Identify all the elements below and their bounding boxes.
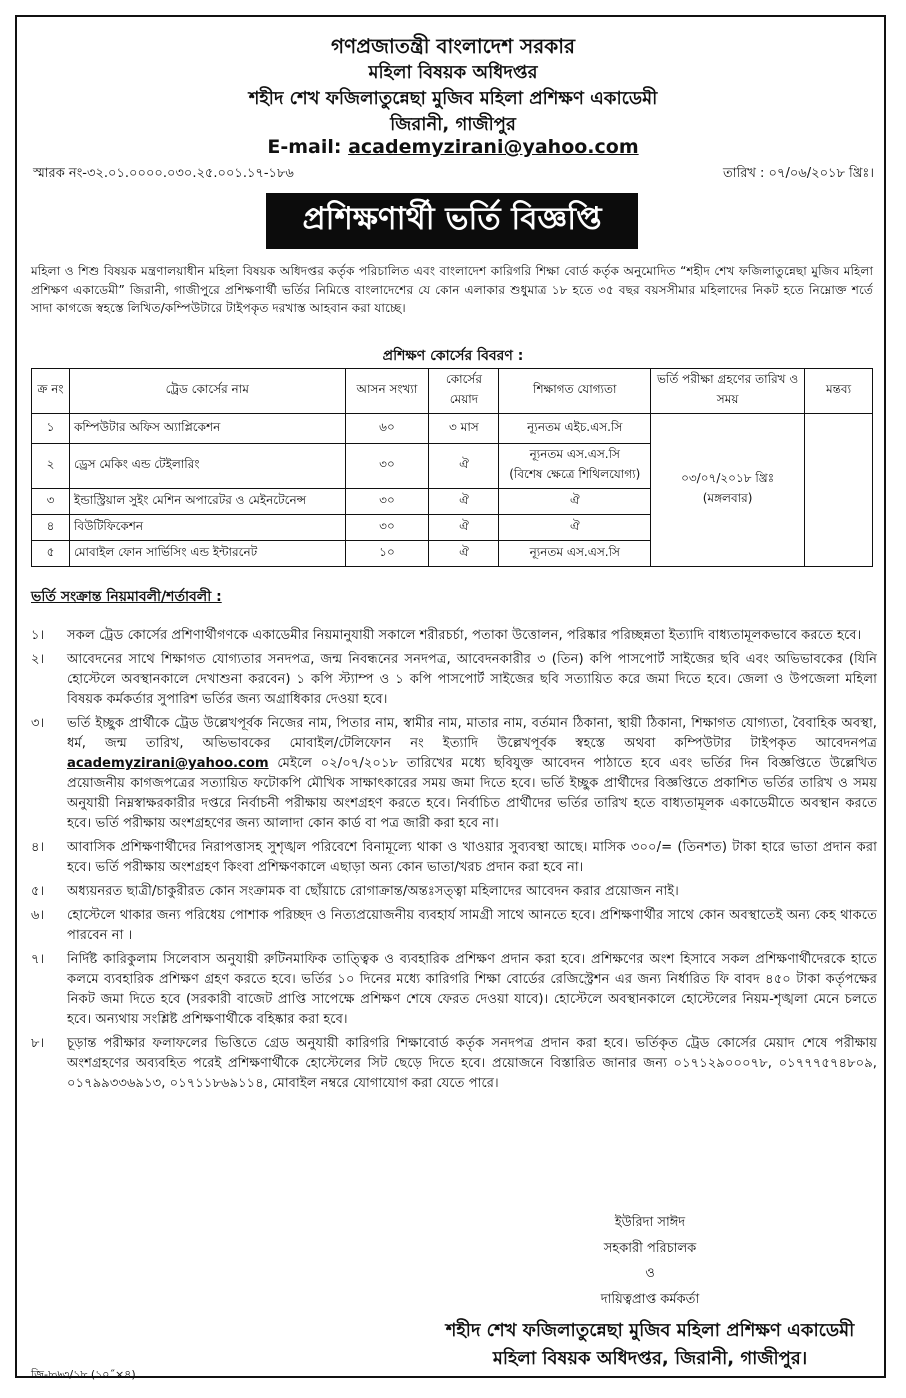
row-course-name: ড্রেস মেকিং এন্ড টেইলারিং [69,444,345,489]
location-heading: জিরানী, গাজীপুর [390,114,516,135]
signatory-title: সহকারী পরিচালক [603,1241,697,1256]
rule-text [67,714,877,834]
rule-number: ৭। [31,952,45,967]
govt-heading: গণপ্রজাতন্ত্রী বাংলাদেশ সরকার [331,34,575,58]
row-sl: ১ [32,414,70,444]
department-heading: মহিলা বিষয়ক অধিদপ্তর [368,62,538,83]
row-sl: ৫ [32,541,70,567]
rule-item [31,626,877,646]
rule-text: আবাসিক প্রশিক্ষণার্থীদের নিরাপত্তাসহ সুশৃঙ্খল পরিবেশে বিনামূল্যে থাকা ও খাওয়ার সুব্যবস্থা আছে। মাসিক ৩০০/= (তিনশত) টাকা হারে ভাতা প্রদান করা হবে। ভর্তি পরীক্ষায় অংশগ্রহণ কিংবা প্রশিক্ষণকালে এছাড়া অন্য কোন ভাতা/খরচ প্রদান করা হবে না। [67,840,877,875]
rules-list [31,626,877,1098]
rule-number: ৪। [31,840,45,855]
ad-code: জি-৮৬৩/১৮ (১০˝×৪) [31,1368,136,1381]
email-label: E-mail: [267,136,349,158]
rule-item [31,714,877,834]
rule-item [31,906,877,946]
row-duration: ঐ [429,541,499,567]
signatory-org-address: মহিলা বিষয়ক অধিদপ্তর, জিরানী, গাজীপুর। [492,1348,808,1369]
table-header-row [32,369,873,414]
remarks-cell [805,414,873,567]
email-line [0,136,906,158]
signatory-and: ও [645,1266,655,1281]
row-qualification: ন্যূনতম এইচ.এস.সি [499,414,651,444]
exam-date-cell [651,414,805,567]
row-qualification: ন্যূনতম এস.এস.সি [499,541,651,567]
row-seats: ৬০ [345,414,429,444]
row-seats: ৩০ [345,444,429,489]
intro-paragraph: মহিলা ও শিশু বিষয়ক মন্ত্রণালয়াধীন মহিলা বিষয়ক অধিদপ্তর কর্তৃক পরিচালিত এবং বাংলাদেশ কারিগরি শিক্ষা বোর্ড কর্তৃক অনুমোদিত “শহীদ শেখ ফজিলাতুন্নেছা মুজিব মহিলা প্রশিক্ষণ একাডেমী” জিরানী, গাজীপুরে প্রশিক্ষণার্থী ভর্তির নিমিত্তে বাংলাদেশের যে কোন এলাকার শুধুমাত্র ১৮ হতে ৩৫ বছর বয়সসীমার মহিলাদের নিকট হতে নিম্নোক্ত শর্তে সাদা কাগজে স্বহস্তে লিখিত/কম্পিউটারে টাইপকৃত দরখাস্ত আহবান করা যাচ্ছে। [31,264,873,315]
rule-number: ৩। [31,716,45,731]
rule-text: আবেদনের সাথে শিক্ষাগত যোগ্যতার সনদপত্র, জন্ম নিবন্ধনের সনদপত্র, আবেদনকারীর ৩ (তিন) কপি পাসপোর্ট সাইজের ছবি এবং অভিভাবকের (যিনি হোস্টেলে অবস্থানকালে দেখাশুনা করবেন) ১ কপি স্ট্যাম্প ও ১ কপি পাসপোর্ট সাইজের ছবি সত্যায়িত করে জমা দিতে হবে। জেলা ও উপজেলা মহিলা বিষয়ক কর্মকর্তার সুপারিশ ভর্তির জন্য অগ্রাধিকার দেওয়া হবে। [67,652,877,707]
col-header-qualification: শিক্ষাগত যোগ্যতা [499,369,651,414]
rule-number: ৬। [31,908,45,923]
col-header-duration: কোর্সের মেয়াদ [429,369,499,414]
rule-text-part: মেইলে ০২/০৭/২০১৮ তারিখের মধ্যে ছবিযুক্ত আবেদন পাঠাতে হবে এবং ভর্তির দিন বিজ্ঞপ্তিতে উল্লেখিত প্রয়োজনীয় কাগজপত্রের সত্যায়িত ফটোকপি মৌখিক সাক্ষাৎকারের সময় জমা দিতে হবে। ভর্তি ইচ্ছুক প্রার্থীদের বিজ্ঞপ্তিতে প্রকাশিত ভর্তির তারিখ ও সময় অনুযায়ী নিম্নস্বাক্ষরকারীর দপ্তরে নির্বাচনী পরীক্ষায় অংশগ্রহণ করতে হবে। নির্বাচিত প্রার্থীদের ভর্তির তারিখ হতে বাধ্যতামূলক একাডেমীতে অবস্থান করতে হবে। ভর্তি পরীক্ষায় অংশগ্রহণের জন্য আলাদা কোন কার্ড বা পত্র জারী করা হবে না। [67,756,877,831]
rule-item [31,1034,877,1094]
row-qualification: ঐ [499,515,651,541]
notice-date: তারিখ : ০৭/০৬/২০১৮ খ্রিঃ। [722,166,874,181]
row-course-name: মোবাইল ফোন সার্ভিসিং এন্ড ইন্টারনেট [69,541,345,567]
row-duration: ঐ [429,515,499,541]
reference-number: স্মারক নং-৩২.০১.০০০০.০৩০.২৫.০০১.১৭-১৮৬ [33,166,294,181]
rule-number: ২। [31,652,45,667]
table-row [32,414,873,444]
rule-text: অধ্যয়নরত ছাত্রী/চাকুরীরত কোন সংক্রামক বা ছোঁয়াচে রোগাক্রান্ত/অন্তঃসত্ত্বা মহিলাদের আবেদন করার প্রয়োজন নাই। [67,884,679,899]
row-duration: ৩ মাস [429,414,499,444]
exam-day: (মঙ্গলবার) [702,491,753,505]
qualification-main: ন্যূনতম এস.এস.সি [529,447,620,461]
notice-title: প্রশিক্ষণার্থী ভর্তি বিজ্ঞপ্তি [266,193,638,249]
rule-number: ৮। [31,1036,45,1051]
col-header-sl: ক্র নং [32,369,70,414]
qualification-note: (বিশেষ ক্ষেত্রে শিথিলযোগ্য) [509,467,641,481]
rule-text: সকল ট্রেড কোর্সের প্রশিণার্থীগণকে একাডেমীর নিয়মানুযায়ী সকালে শরীরচর্চা, পতাকা উত্তোলন, পরিষ্কার পরিচ্ছন্নতা ইত্যাদি বাধ্যতামূলকভাবে করতে হবে। [67,628,862,643]
signatory-org: শহীদ শেখ ফজিলাতুন্নেছা মুজিব মহিলা প্রশিক্ষণ একাডেমী [445,1320,855,1341]
email-link[interactable]: academyzirani@yahoo.com [348,136,639,158]
row-course-name: কম্পিউটার অফিস অ্যাপ্লিকেশন [69,414,345,444]
signatory-role: দায়িত্বপ্রাপ্ত কর্মকর্তা [600,1292,700,1307]
row-seats: ৩০ [345,515,429,541]
rule-text: নির্দিষ্ট কারিকুলাম সিলেবাস অনুযায়ী রুটিনমাফিক তাত্ত্বিক ও ব্যবহারিক প্রশিক্ষণ প্রদান করা হবে। প্রশিক্ষণের অংশ হিসাবে সকল প্রশিক্ষণার্থীদেরকে হাতে কলমে ব্যবহারিক প্রশিক্ষণ গ্রহণ করতে হবে। ভর্তির ১০ দিনের মধ্যে কারিগরি শিক্ষা বোর্ডের রেজিস্ট্রেশন এর জন্য নির্ধারিত ফি বাবদ ৪৫০ টাকা কর্তৃপক্ষের নিকট জমা দিতে হবে (সরকারী বাজেট প্রাপ্তি সাপেক্ষে প্রশিক্ষণ শেষে ফেরত দেওয়া যাবে)। হোস্টেলে অবস্থানকালে হোস্টেলের নিয়ম-শৃঙ্খলা মেনে চলতে হবে। অন্যথায় সংশ্লিষ্ট প্রশিক্ষণার্থীকে বহিষ্কার করা হবে। [67,952,877,1027]
row-sl: ৪ [32,515,70,541]
row-seats: ৩০ [345,489,429,515]
course-heading: প্রশিক্ষণ কোর্সের বিবরণ : [382,348,524,364]
rule-item [31,950,877,1030]
row-qualification: ঐ [499,489,651,515]
row-course-name: বিউটিফিকেশন [69,515,345,541]
rules-title: ভর্তি সংক্রান্ত নিয়মাবলী/শর্তাবলী : [31,589,222,605]
row-duration: ঐ [429,444,499,489]
col-header-name: ট্রেড কোর্সের নাম [69,369,345,414]
rule-text-part: ভর্তি ইচ্ছুক প্রার্থীকে ট্রেড উল্লেখপূর্বক নিজের নাম, পিতার নাম, স্বামীর নাম, মাতার নাম, বর্তমান ঠিকানা, স্থায়ী ঠিকানা, শিক্ষাগত যোগ্যতা, বৈবাহিক অবস্থা, ধর্ম, জন্ম তারিখ, অভিভাবকের মোবাইল/টেলিফোন নং ইত্যাদি উল্লেখপূর্বক স্বহস্তে অথবা কম্পিউটার টাইপকৃত আবেদনপত্র [67,716,877,751]
exam-date: ০৩/০৭/২০১৮ খ্রিঃ [681,471,775,485]
row-sl: ৩ [32,489,70,515]
course-table [31,368,873,567]
application-email-link[interactable]: academyzirani@yahoo.com [67,756,269,771]
col-header-seats: আসন সংখ্যা [345,369,429,414]
row-sl: ২ [32,444,70,489]
rule-text: চূড়ান্ত পরীক্ষার ফলাফলের ভিত্তিতে গ্রেড অনুযায়ী কারিগরি শিক্ষাবোর্ড কর্তৃক সনদপত্র প্রদান করা হবে। ভর্তিকৃত ট্রেড কোর্সের মেয়াদ শেষে পরীক্ষায় অংশগ্রহণের অব্যবহিত পরেই প্রশিক্ষণার্থীকে হোস্টেলের সিট ছেড়ে দিতে হবে। প্রয়োজনে বিস্তারিত জানার জন্য ০১৭১২৯০০০৭৮, ০১৭৭৭৫৭৪৮০৯, ০১৭৯৯৩৩৬৯১৩, ০১৭১১৮৬৯১১৪, মোবাইল নম্বরে যোগাযোগ করা যেতে পারে। [67,1036,877,1091]
row-duration: ঐ [429,489,499,515]
row-course-name: ইন্ডাস্ট্রিয়াল সুইং মেশিন অপারেটর ও মেইনটেনেন্স [69,489,345,515]
rule-text: হোস্টেলে থাকার জন্য পরিধেয় পোশাক পরিচ্ছদ ও নিত্যপ্রয়োজনীয় ব্যবহার্য সামগ্রী সাথে আনতে হবে। প্রশিক্ষণার্থীর সাথে কোন অবস্থাতেই অন্য কেহ থাকতে পারবেন না । [67,908,877,943]
rule-item [31,650,877,710]
row-seats: ১০ [345,541,429,567]
rule-item [31,882,877,902]
col-header-remarks: মন্তব্য [805,369,873,414]
rule-number: ১। [31,628,45,643]
rule-item [31,838,877,878]
signatory-name: ইউরিদা সাঈদ [614,1215,686,1230]
academy-heading: শহীদ শেখ ফজিলাতুন্নেছা মুজিব মহিলা প্রশিক্ষণ একাডেমী [248,88,658,109]
row-qualification [499,444,651,489]
rule-number: ৫। [31,884,45,899]
col-header-exam-date: ভর্তি পরীক্ষা গ্রহণের তারিখ ও সময় [651,369,805,414]
